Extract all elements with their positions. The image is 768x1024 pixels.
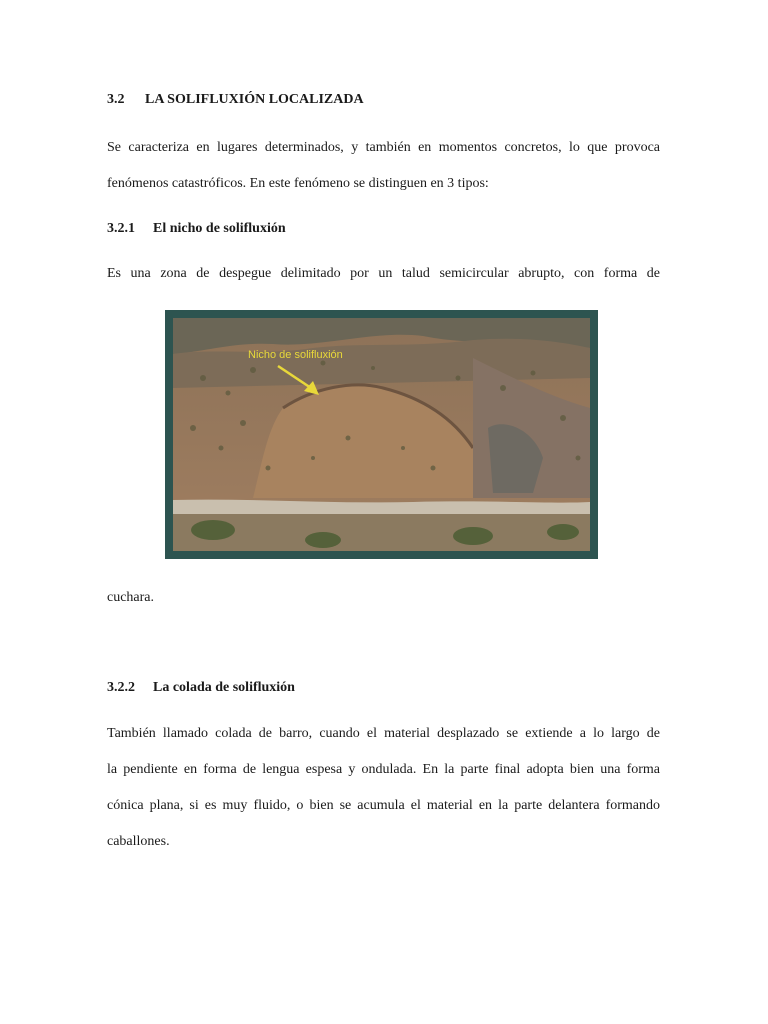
subsection-title: La colada de solifluxión [153,680,295,695]
subsection-title: El nicho de solifluxión [153,221,286,236]
solifluction-niche-photo [165,310,598,559]
subsection-number: 3.2.2 [107,680,135,695]
intro-line: fenómenos catastróficos. En este fenómeno se distinguen en 3 tipos: [107,176,489,191]
intro-line: Se caracteriza en lugares determinados, y también en momentos concretos, lo que provoca [107,140,660,155]
hillside-photo-illustration [173,318,590,551]
subsection-paragraph [107,256,660,292]
paragraph-line: la pendiente en forma de lengua espesa y ondulada. En la parte final adopta bien una forma [107,762,660,777]
photo-annotation-label: Nicho de solifluxión [248,349,343,361]
section-heading [107,92,364,108]
subsection-heading [107,680,295,696]
paragraph-line: También llamado colada de barro, cuando el material desplazado se extiende a lo largo de [107,726,660,741]
section-title: LA SOLIFLUXIÓN LOCALIZADA [145,92,364,107]
section-number: 3.2 [107,92,125,107]
paragraph-line: caballones. [107,834,170,849]
subsection-2-paragraph [107,716,660,860]
section-intro-paragraph [107,130,660,202]
subsection-paragraph-continued [107,580,660,616]
subsection-number: 3.2.1 [107,221,135,236]
paragraph-line: Es una zona de despegue delimitado por un talud semicircular abrupto, con forma de [107,266,660,281]
paragraph-line: cuchara. [107,590,155,605]
paragraph-line: cónica plana, si es muy fluido, o bien se acumula el material en la parte delantera formando [107,798,660,813]
subsection-heading [107,221,286,237]
